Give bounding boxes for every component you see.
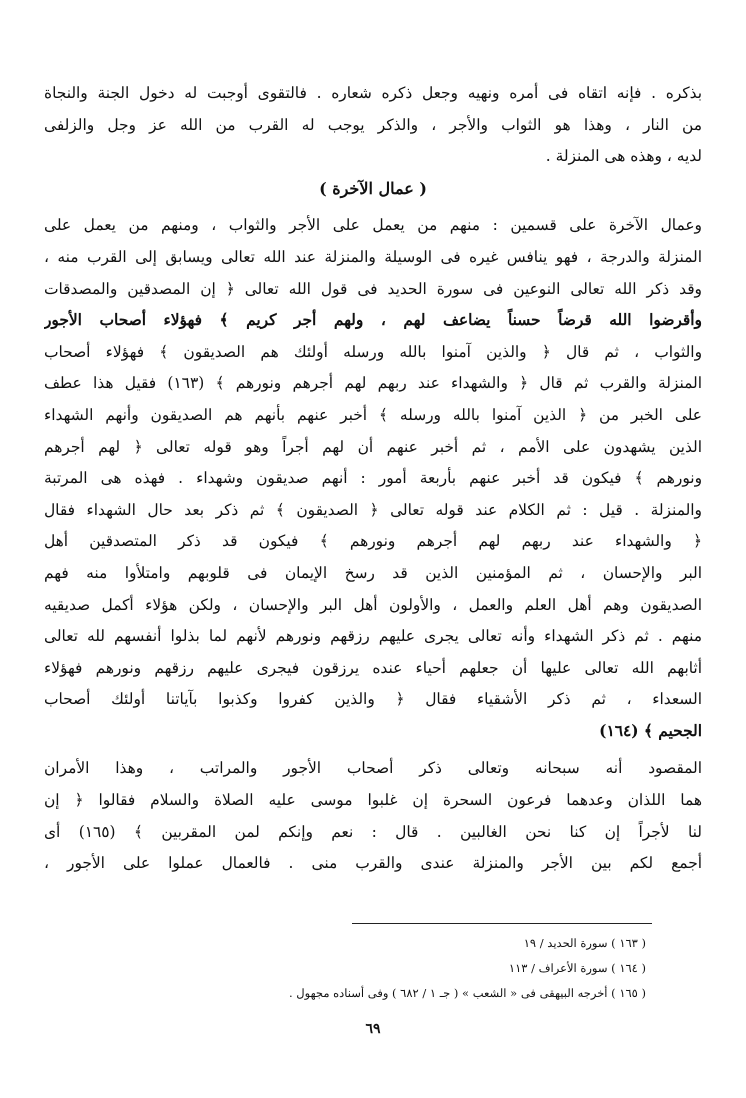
text-line: الصديقون وهم أهل العلم والعمل ، والأولون أهل البر والإحسان ، ولكن هؤلاء أكمل صديقيه (44, 595, 702, 614)
footnote: ( ١٦٤ ) سورة الأعراف / ١١٣ (508, 961, 646, 975)
footnotes (44, 931, 646, 1006)
text-line: والمنزلة . قيل : ثم الكلام عند قوله تعالى ﴿ الصديقون ﴾ ثم ذكر بعد حال الشهداء فقال (44, 500, 702, 519)
text-line: من النار ، وهذا هو الثواب والأجر ، والذكر يوجب له القرب من الله عز وجل والزلفى (44, 115, 702, 134)
text-line: الذين يشهدون على الأمم ، ثم أخبر عنهم أن لهم أجراً وهو قوله تعالى ﴿ لهم أجرهم (44, 437, 702, 456)
main-text (44, 78, 702, 880)
text-line: المنزلة والقرب ثم قال ﴿ والشهداء عند ربهم لهم أجرهم ونورهم ﴾ (١٦٣) فقيل هذا عطف (44, 374, 702, 393)
text-line: والثواب ، ثم قال ﴿ والذين آمنوا بالله ورسله أولئك هم الصديقون ﴾ فهؤلاء أصحاب (44, 342, 702, 361)
text-line: بذكره . فإنه اتقاه فى أمره ونهيه وجعل ذكره شعاره . فالتقوى أوجبت له دخول الجنة والنجاة (44, 84, 702, 102)
text-line: أثابهم الله تعالى عليها أن جعلهم أحياء عنده يرزقون فيجرى عليهم رزقهم ونورهم فهؤلاء (44, 658, 702, 677)
text-line: وأقرضوا الله قرضاً حسناً يضاعف لهم ، ولهم أجر كريم ﴾ فهؤلاء أصحاب الأجور (44, 311, 702, 330)
text-line: المقصود أنه سبحانه وتعالى ذكر أصحاب الأجور والمراتب ، وهذا الأمران (44, 759, 702, 778)
footnote-divider (352, 923, 652, 924)
text-line: ﴿ والشهداء عند ربهم لهم أجرهم ونورهم ﴾ فيكون قد ذكر المتصدقين أهل (44, 532, 702, 551)
text-line: السعداء ، ثم ذكر الأشقياء فقال ﴿ والذين كفروا وكذبوا بآياتنا أولئك أصحاب (44, 690, 702, 709)
text-line: لنا لأجراً إن كنا نحن الغالبين . قال : نعم وإنكم لمن المقربين ﴾ (١٦٥) أى (44, 822, 702, 841)
text-line: لديه ، وهذه هى المنزلة . (545, 147, 702, 166)
text-line: على الخبر من ﴿ الذين آمنوا بالله ورسله ﴾ أخبر عنهم بأنهم هم الصديقون وأنهم الشهداء (44, 405, 702, 424)
text-line: المنزلة والدرجة ، فهو ينافس غيره فى الوسيلة والمنزلة عند الله تعالى ويسابق إلى القرب منه ، (44, 247, 702, 266)
text-line: ونورهم ﴾ فيكون قد أخبر عنهم بأربعة أمور : أنهم صديقون وشهداء . فهذه هى المرتبة (44, 469, 702, 488)
text-line: وقد ذكر الله تعالى النوعين فى سورة الحديد فى قول الله تعالى ﴿ إن المصدقين والمصدقات (44, 279, 702, 298)
text-line: منهم . ثم ذكر الشهداء وأنه تعالى يجرى عليهم رزقهم ونورهم لأنهم لما بذلوا أنفسهم لله تعالى (44, 627, 702, 646)
footnote: ( ١٦٣ ) سورة الحديد / ١٩ (523, 936, 646, 950)
page-number: ٦٩ (365, 1021, 381, 1037)
footnote: ( ١٦٥ ) أخرجه البيهقى فى « الشعب » ( جـ ١ / ٦٨٢ ) وفى أسناده مجهول . (288, 986, 646, 1000)
section-heading: ( عمال الآخرة ) (319, 178, 427, 198)
text-line: البر والإحسان ، ثم المؤمنين الذين قد رسخ الإيمان فى قلوبهم وامتلأوا منه فهم (44, 563, 702, 582)
text-line: الجحيم ﴾ (١٦٤) (599, 721, 702, 740)
text-line: أجمع لكم بين الأجر والمنزلة عندى والقرب منى . فالعمال عملوا على الأجور ، (44, 854, 702, 873)
text-line: هما اللذان وعدهما فرعون السحرة إن غلبوا موسى عليه الصلاة والسلام فقالوا ﴿ إن (44, 791, 702, 810)
text-line: وعمال الآخرة على قسمين : منهم من يعمل على الأجر والثواب ، ومنهم من يعمل على (44, 216, 702, 235)
